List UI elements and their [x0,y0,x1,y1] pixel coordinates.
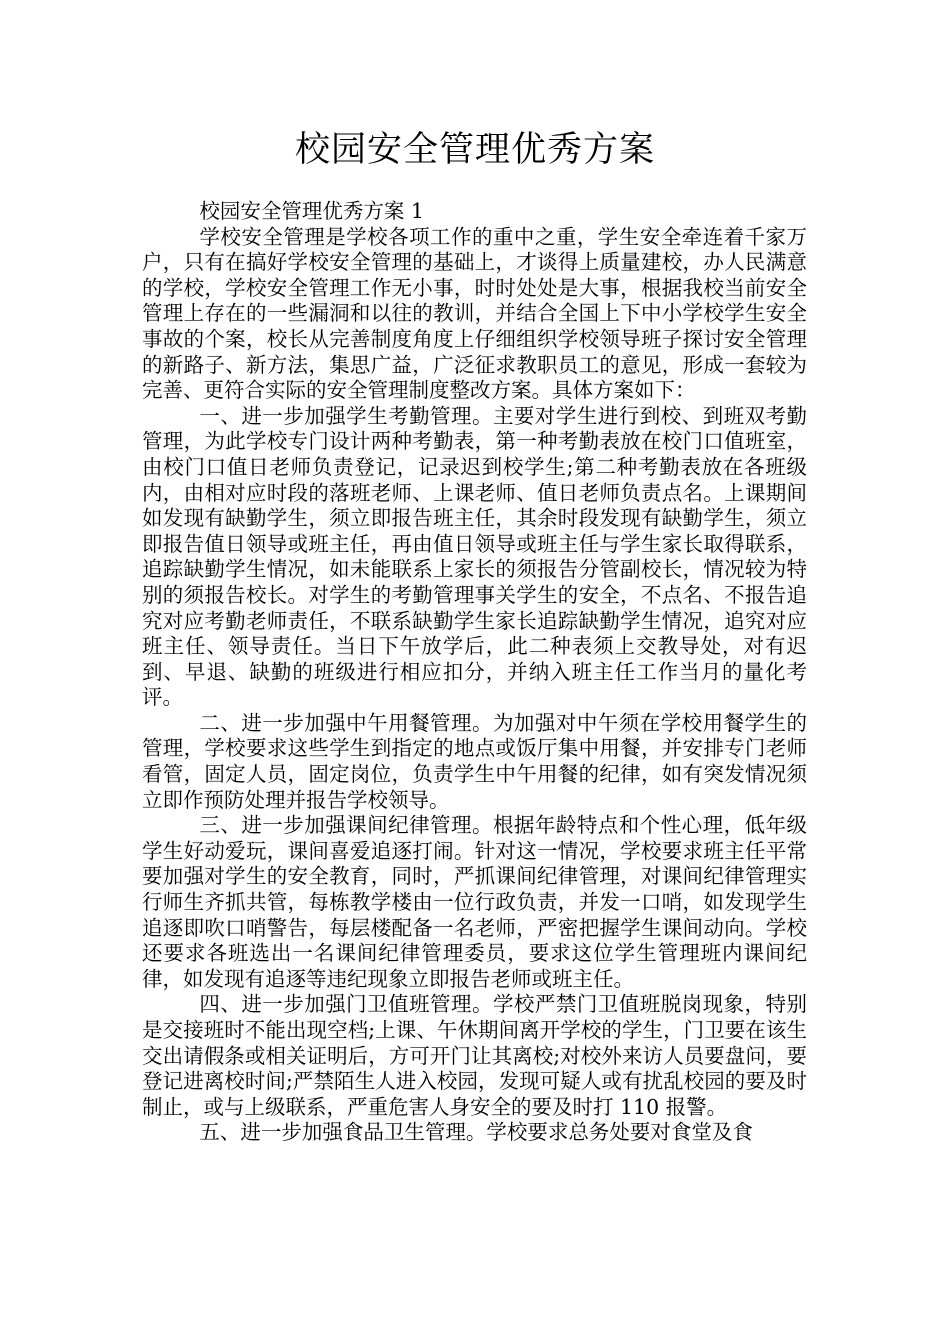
paragraph-lunch: 二、进一步加强中午用餐管理。为加强对中午须在学校用餐学生的管理，学校要求这些学生到指定的地点或饭厅集中用餐，并安排专门老师看管，固定人员，固定岗位，负责学生中午用餐的纪律，如有突发情况须立即作预防处理并报告学校领导。 [142,710,807,812]
intro-paragraph: 学校安全管理是学校各项工作的重中之重，学生安全牵连着千家万户，只有在搞好学校安全管理的基础上，才谈得上质量建校，办人民满意的学校，学校安全管理工作无小事，时时处处是大事，根据我校当前安全管理上存在的一些漏洞和以往的教训，并结合全国上下中小学校学生安全事故的个案，校长从完善制度角度上仔细组织学校领导班子探讨安全管理的新路子、新方法，集思广益，广泛征求教职员工的意见，形成一套较为完善、更符合实际的安全管理制度整改方案。具体方案如下： [142,224,807,403]
paragraph-attendance: 一、进一步加强学生考勤管理。主要对学生进行到校、到班双考勤管理，为此学校专门设计两种考勤表，第一种考勤表放在校门口值班室，由校门口值日老师负责登记，记录迟到校学生;第二种考勤表放在各班级内，由相对应时段的落班老师、上课老师、值日老师负责点名。上课期间如发现有缺勤学生，须立即报告班主任，其余时段发现有缺勤学生，须立即报告值日领导或班主任，再由值日领导或班主任与学生家长取得联系，追踪缺勤学生情况，如未能联系上家长的须报告分管副校长，情况较为特别的须报告校长。对学生的考勤管理事关学生的安全，不点名、不报告追究对应考勤老师责任，不联系缺勤学生家长追踪缺勤学生情况，追究对应班主任、领导责任。当日下午放学后，此二种表须上交教导处，对有迟到、早退、缺勤的班级进行相应扣分，并纳入班主任工作当月的量化考评。 [142,403,807,710]
document-title: 校园安全管理优秀方案 [294,130,655,170]
paragraph-food-hygiene: 五、进一步加强食品卫生管理。学校要求总务处要对食堂及食 [199,1120,753,1145]
paragraph-gatekeeping: 四、进一步加强门卫值班管理。学校严禁门卫值班脱岗现象，特别是交接班时不能出现空档;上课、午休期间离开学校的学生，门卫要在该生交出请假条或相关证明后，方可开门让其离校;对校外来访人员要盘问，要登记进离校时间;严禁陌生人进入校园，发现可疑人或有扰乱校园的要及时制止，或与上级联系，严重危害人身安全的要及时打 110 报警。 [142,992,807,1119]
section-heading: 校园安全管理优秀方案 1 [199,199,424,223]
document-body [142,199,807,1146]
paragraph-recess: 三、进一步加强课间纪律管理。根据年龄特点和个性心理，低年级学生好动爱玩，课间喜爱追逐打闹。针对这一情况，学校要求班主任平常要加强对学生的安全教育，同时，严抓课间纪律管理，对课间纪律管理实行师生齐抓共管，每栋教学楼由一位行政负责，并发一口哨，如发现学生追逐即吹口哨警告，每层楼配备一名老师，严密把握学生课间动向。学校还要求各班选出一名课间纪律管理委员，要求这位学生管理班内课间纪律，如发现有追逐等违纪现象立即报告老师或班主任。 [142,813,807,991]
